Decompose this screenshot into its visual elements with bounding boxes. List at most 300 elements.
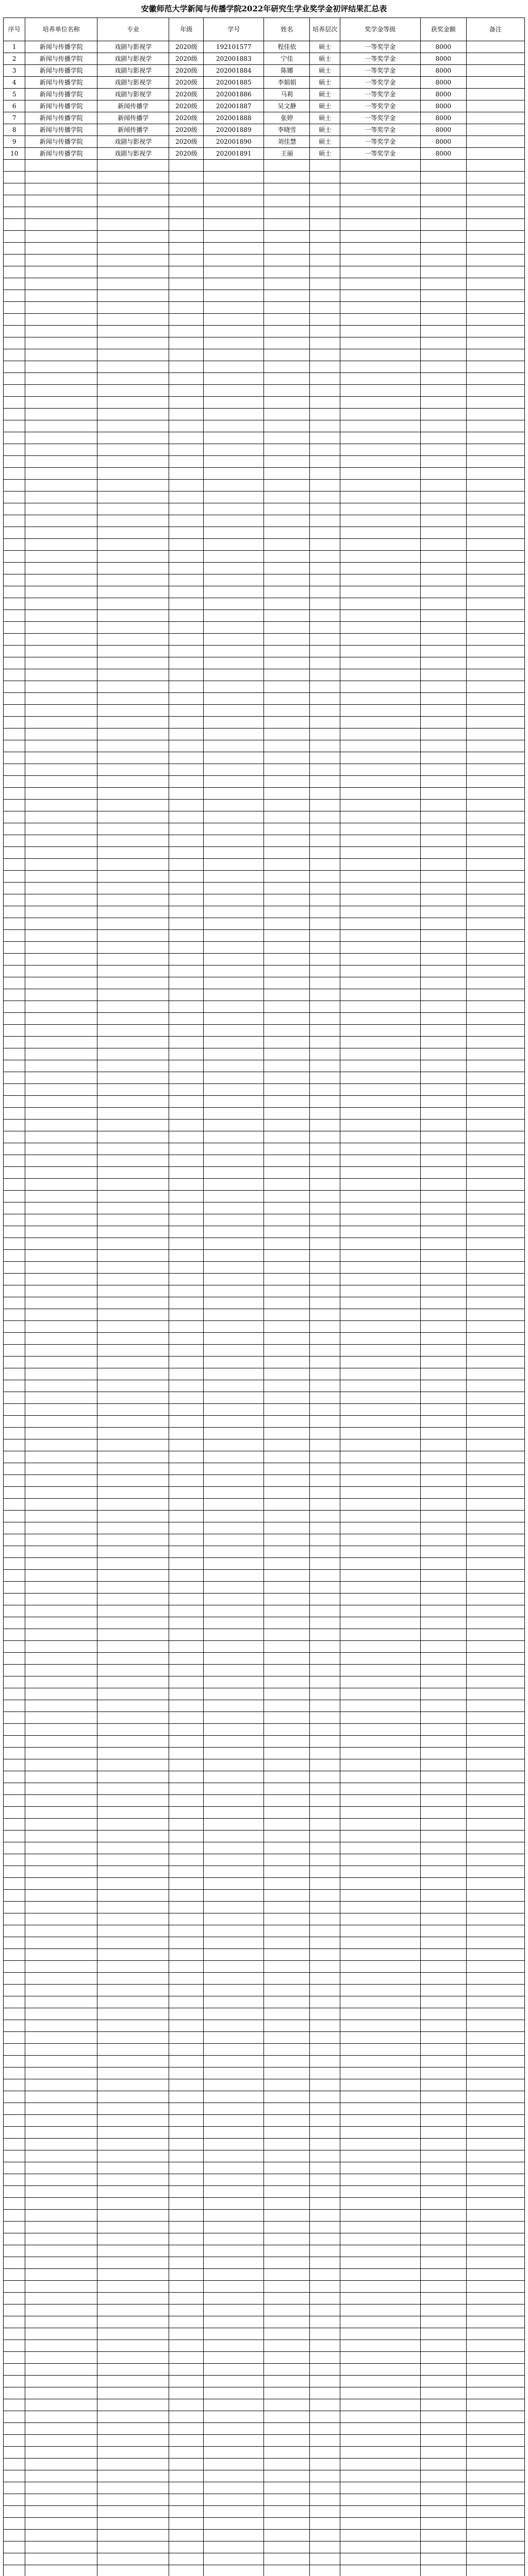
cell-name <box>264 2530 310 2541</box>
cell-amount <box>420 1048 466 1060</box>
cell-name <box>264 2067 310 2079</box>
cell-major <box>97 231 169 243</box>
cell-major <box>97 1913 169 1925</box>
cell-amount <box>420 728 466 740</box>
cell-amount <box>420 764 466 776</box>
cell-index <box>4 1238 25 1250</box>
cell-grade: 2020级 <box>169 77 204 89</box>
cell-department <box>25 2162 97 2174</box>
table-row <box>4 1416 525 1428</box>
cell-remarks <box>466 1688 524 1700</box>
cell-amount <box>420 2435 466 2447</box>
cell-grade <box>169 2233 204 2245</box>
cell-grade <box>169 1416 204 1428</box>
cell-department <box>25 195 97 207</box>
cell-remarks <box>466 2435 524 2447</box>
cell-major <box>97 634 169 646</box>
cell-grade <box>169 1582 204 1594</box>
table-row <box>4 646 525 657</box>
cell-name <box>264 1558 310 1570</box>
cell-award-level <box>340 1262 421 1274</box>
cell-amount <box>420 1937 466 1949</box>
cell-award-level <box>340 2281 421 2293</box>
table-row <box>4 1724 525 1736</box>
cell-level <box>310 1416 340 1428</box>
cell-department <box>25 1428 97 1439</box>
cell-amount <box>420 847 466 859</box>
cell-amount <box>420 2127 466 2139</box>
cell-level <box>310 764 340 776</box>
cell-level <box>310 2139 340 2150</box>
cell-department <box>25 1819 97 1831</box>
cell-department <box>25 776 97 788</box>
cell-award-level <box>340 1404 421 1416</box>
cell-grade <box>169 740 204 752</box>
cell-amount: 8000 <box>420 65 466 77</box>
cell-major <box>97 2411 169 2423</box>
cell-major <box>97 1582 169 1594</box>
cell-department <box>25 219 97 231</box>
cell-major <box>97 1866 169 1878</box>
cell-major <box>97 2565 169 2576</box>
cell-major <box>97 1937 169 1949</box>
table-row <box>4 1333 525 1345</box>
cell-award-level <box>340 1368 421 1380</box>
cell-name <box>264 669 310 681</box>
cell-remarks <box>466 492 524 503</box>
table-row <box>4 942 525 954</box>
cell-remarks <box>466 2553 524 2565</box>
cell-amount <box>420 2364 466 2376</box>
cell-index <box>4 1996 25 2008</box>
cell-amount <box>420 2376 466 2387</box>
cell-award-level <box>340 2020 421 2032</box>
cell-remarks <box>466 2328 524 2340</box>
cell-grade <box>169 1285 204 1297</box>
cell-remarks <box>466 918 524 930</box>
cell-level <box>310 1439 340 1451</box>
cell-name <box>264 2162 310 2174</box>
cell-major: 戏剧与影视学 <box>97 77 169 89</box>
cell-department <box>25 1404 97 1416</box>
cell-award-level <box>340 1143 421 1155</box>
cell-remarks <box>466 563 524 574</box>
cell-index <box>4 2423 25 2435</box>
cell-grade: 2020级 <box>169 100 204 112</box>
cell-remarks <box>466 2008 524 2020</box>
cell-department <box>25 1902 97 1913</box>
cell-amount <box>420 1724 466 1736</box>
table-row <box>4 977 525 989</box>
cell-major <box>97 965 169 977</box>
cell-index <box>4 2079 25 2091</box>
cell-award-level <box>340 539 421 551</box>
cell-grade <box>169 2020 204 2032</box>
cell-student-id <box>204 2245 264 2257</box>
cell-level <box>310 349 340 361</box>
table-row <box>4 2530 525 2541</box>
column-header-major: 专业 <box>97 18 169 41</box>
cell-index <box>4 1617 25 1629</box>
cell-major <box>97 1854 169 1866</box>
cell-student-id <box>204 2079 264 2091</box>
cell-amount <box>420 1120 466 1131</box>
cell-remarks <box>466 1309 524 1321</box>
cell-index <box>4 2530 25 2541</box>
cell-major <box>97 1522 169 1534</box>
cell-award-level <box>340 1807 421 1819</box>
cell-student-id <box>204 468 264 480</box>
cell-grade <box>169 2079 204 2091</box>
cell-student-id <box>204 1463 264 1475</box>
cell-index <box>4 1191 25 1202</box>
cell-amount <box>420 1925 466 1937</box>
cell-remarks <box>466 1368 524 1380</box>
cell-department <box>25 598 97 610</box>
cell-award-level <box>340 965 421 977</box>
cell-department <box>25 1167 97 1179</box>
cell-index <box>4 432 25 444</box>
cell-major: 戏剧与影视学 <box>97 136 169 148</box>
cell-level <box>310 1617 340 1629</box>
cell-department <box>25 1380 97 1392</box>
cell-department <box>25 2376 97 2387</box>
cell-index <box>4 2008 25 2020</box>
table-row <box>4 1522 525 1534</box>
cell-amount <box>420 1819 466 1831</box>
cell-name <box>264 1534 310 1546</box>
cell-name <box>264 492 310 503</box>
table-row <box>4 2056 525 2067</box>
cell-award-level <box>340 634 421 646</box>
cell-index <box>4 2364 25 2376</box>
cell-department <box>25 859 97 871</box>
cell-award-level <box>340 2447 421 2459</box>
cell-level <box>310 1309 340 1321</box>
table-row <box>4 800 525 811</box>
cell-index <box>4 1155 25 1167</box>
cell-remarks <box>466 1795 524 1807</box>
cell-name <box>264 2186 310 2198</box>
cell-level <box>310 1795 340 1807</box>
cell-major <box>97 859 169 871</box>
cell-grade: 2020级 <box>169 89 204 100</box>
cell-amount <box>420 823 466 835</box>
cell-award-level <box>340 1546 421 1558</box>
cell-award-level <box>340 1191 421 1202</box>
cell-major <box>97 290 169 302</box>
cell-name: 吴文静 <box>264 100 310 112</box>
cell-award-level <box>340 2269 421 2281</box>
cell-department <box>25 1688 97 1700</box>
cell-major <box>97 764 169 776</box>
cell-student-id <box>204 2447 264 2459</box>
cell-amount <box>420 681 466 693</box>
cell-level <box>310 930 340 942</box>
cell-index <box>4 1096 25 1108</box>
cell-department <box>25 2174 97 2186</box>
cell-department <box>25 160 97 172</box>
cell-student-id <box>204 764 264 776</box>
cell-department <box>25 930 97 942</box>
cell-remarks <box>466 2103 524 2115</box>
cell-grade <box>169 1475 204 1487</box>
cell-index <box>4 1463 25 1475</box>
cell-student-id <box>204 1487 264 1499</box>
cell-department <box>25 2411 97 2423</box>
cell-grade <box>169 266 204 278</box>
cell-amount <box>420 1973 466 1985</box>
table-row <box>4 266 525 278</box>
cell-department <box>25 2364 97 2376</box>
table-row <box>4 1321 525 1333</box>
cell-amount <box>420 1321 466 1333</box>
cell-award-level <box>340 326 421 337</box>
cell-grade <box>169 776 204 788</box>
cell-name <box>264 1712 310 1724</box>
cell-amount <box>420 1368 466 1380</box>
cell-student-id <box>204 859 264 871</box>
cell-award-level <box>340 1392 421 1404</box>
cell-level: 硕士 <box>310 148 340 160</box>
cell-award-level <box>340 2293 421 2304</box>
cell-index <box>4 1511 25 1522</box>
cell-award-level <box>340 1285 421 1297</box>
cell-index <box>4 705 25 717</box>
cell-name <box>264 1226 310 1238</box>
cell-grade <box>169 2245 204 2257</box>
cell-grade <box>169 634 204 646</box>
table-row <box>4 2281 525 2293</box>
cell-amount <box>420 2494 466 2506</box>
cell-amount <box>420 385 466 397</box>
cell-major <box>97 610 169 622</box>
cell-major <box>97 693 169 705</box>
cell-name <box>264 397 310 409</box>
cell-department <box>25 1499 97 1511</box>
cell-major <box>97 657 169 669</box>
table-row <box>4 2245 525 2257</box>
table-row <box>4 1807 525 1819</box>
table-row <box>4 77 525 89</box>
cell-department: 新闻与传播学院 <box>25 53 97 65</box>
cell-student-id <box>204 2162 264 2174</box>
cell-major <box>97 2470 169 2482</box>
cell-index <box>4 2328 25 2340</box>
cell-name <box>264 1297 310 1309</box>
cell-student-id <box>204 1558 264 1570</box>
cell-amount <box>420 2139 466 2150</box>
cell-department <box>25 977 97 989</box>
cell-level <box>310 1629 340 1641</box>
cell-amount <box>420 2553 466 2565</box>
cell-amount <box>420 2447 466 2459</box>
cell-department <box>25 1463 97 1475</box>
cell-grade <box>169 2518 204 2530</box>
cell-student-id <box>204 669 264 681</box>
cell-major <box>97 219 169 231</box>
cell-major <box>97 1096 169 1108</box>
cell-award-level <box>340 2044 421 2056</box>
cell-amount <box>420 942 466 954</box>
table-row <box>4 100 525 112</box>
cell-level <box>310 646 340 657</box>
cell-grade <box>169 563 204 574</box>
cell-index <box>4 930 25 942</box>
cell-grade <box>169 1819 204 1831</box>
cell-name <box>264 717 310 728</box>
cell-grade <box>169 2257 204 2269</box>
cell-remarks <box>466 2056 524 2067</box>
cell-grade <box>169 515 204 527</box>
cell-award-level <box>340 646 421 657</box>
cell-award-level <box>340 373 421 385</box>
cell-grade <box>169 2186 204 2198</box>
table-row <box>4 1120 525 1131</box>
cell-grade <box>169 480 204 492</box>
cell-award-level <box>340 314 421 326</box>
cell-grade <box>169 1451 204 1463</box>
cell-major <box>97 1404 169 1416</box>
table-row <box>4 2222 525 2233</box>
cell-name <box>264 823 310 835</box>
cell-award-level: 一等奖学金 <box>340 77 421 89</box>
cell-index <box>4 1724 25 1736</box>
cell-level <box>310 2067 340 2079</box>
cell-student-id <box>204 2364 264 2376</box>
cell-index <box>4 800 25 811</box>
cell-award-level <box>340 2162 421 2174</box>
cell-amount <box>420 1688 466 1700</box>
cell-index <box>4 776 25 788</box>
cell-index <box>4 1037 25 1048</box>
cell-name <box>264 1463 310 1475</box>
cell-level <box>310 1451 340 1463</box>
cell-amount <box>420 2269 466 2281</box>
cell-grade <box>169 1534 204 1546</box>
cell-award-level <box>340 1297 421 1309</box>
cell-department <box>25 326 97 337</box>
cell-name <box>264 930 310 942</box>
cell-major <box>97 1795 169 1807</box>
cell-amount <box>420 397 466 409</box>
table-row <box>4 397 525 409</box>
table-row <box>4 124 525 136</box>
cell-level <box>310 1913 340 1925</box>
cell-name <box>264 1451 310 1463</box>
cell-amount <box>420 1463 466 1475</box>
cell-index <box>4 657 25 669</box>
cell-department <box>25 2281 97 2293</box>
cell-department <box>25 2139 97 2150</box>
cell-grade <box>169 183 204 195</box>
table-row <box>4 515 525 527</box>
table-row <box>4 681 525 693</box>
cell-index <box>4 1357 25 1368</box>
cell-grade <box>169 2340 204 2352</box>
table-row <box>4 1131 525 1143</box>
table-row <box>4 278 525 290</box>
cell-student-id <box>204 1357 264 1368</box>
cell-amount <box>420 326 466 337</box>
cell-index <box>4 1522 25 1534</box>
cell-name <box>264 1048 310 1060</box>
cell-level <box>310 693 340 705</box>
cell-amount <box>420 563 466 574</box>
cell-name <box>264 432 310 444</box>
cell-remarks <box>466 1546 524 1558</box>
cell-award-level <box>340 954 421 965</box>
cell-department <box>25 2530 97 2541</box>
cell-amount <box>420 527 466 539</box>
cell-grade <box>169 764 204 776</box>
cell-grade <box>169 1712 204 1724</box>
cell-major: 新闻传播学 <box>97 100 169 112</box>
cell-name <box>264 1700 310 1712</box>
cell-name <box>264 883 310 894</box>
table-row <box>4 2328 525 2340</box>
cell-student-id <box>204 2459 264 2470</box>
cell-student-id <box>204 480 264 492</box>
cell-award-level <box>340 1345 421 1357</box>
cell-level <box>310 195 340 207</box>
cell-department <box>25 788 97 800</box>
cell-amount <box>420 1439 466 1451</box>
cell-name <box>264 207 310 219</box>
cell-level <box>310 728 340 740</box>
cell-major <box>97 1748 169 1759</box>
cell-student-id <box>204 2269 264 2281</box>
table-row <box>4 337 525 349</box>
cell-index <box>4 1404 25 1416</box>
cell-amount <box>420 2316 466 2328</box>
cell-remarks <box>466 788 524 800</box>
cell-remarks <box>466 1120 524 1131</box>
cell-grade <box>169 1274 204 1285</box>
table-row <box>4 1996 525 2008</box>
cell-award-level <box>340 2316 421 2328</box>
cell-department <box>25 811 97 823</box>
cell-department <box>25 622 97 634</box>
cell-department <box>25 1238 97 1250</box>
cell-level <box>310 2245 340 2257</box>
cell-major <box>97 1831 169 1842</box>
cell-level <box>310 1831 340 1842</box>
cell-index: 5 <box>4 89 25 100</box>
cell-student-id: 202001891 <box>204 148 264 160</box>
cell-grade <box>169 823 204 835</box>
cell-index <box>4 385 25 397</box>
cell-remarks <box>466 2423 524 2435</box>
cell-name <box>264 503 310 515</box>
cell-award-level <box>340 2103 421 2115</box>
cell-major <box>97 1131 169 1143</box>
cell-award-level <box>340 1925 421 1937</box>
cell-student-id <box>204 2553 264 2565</box>
cell-remarks <box>466 598 524 610</box>
table-row <box>4 2447 525 2459</box>
cell-level <box>310 1321 340 1333</box>
cell-name <box>264 2269 310 2281</box>
cell-major <box>97 2257 169 2269</box>
table-row <box>4 1771 525 1783</box>
cell-grade <box>169 2399 204 2411</box>
cell-amount <box>420 1511 466 1522</box>
cell-level <box>310 2257 340 2269</box>
cell-name <box>264 1096 310 1108</box>
cell-student-id <box>204 1309 264 1321</box>
cell-index <box>4 2269 25 2281</box>
